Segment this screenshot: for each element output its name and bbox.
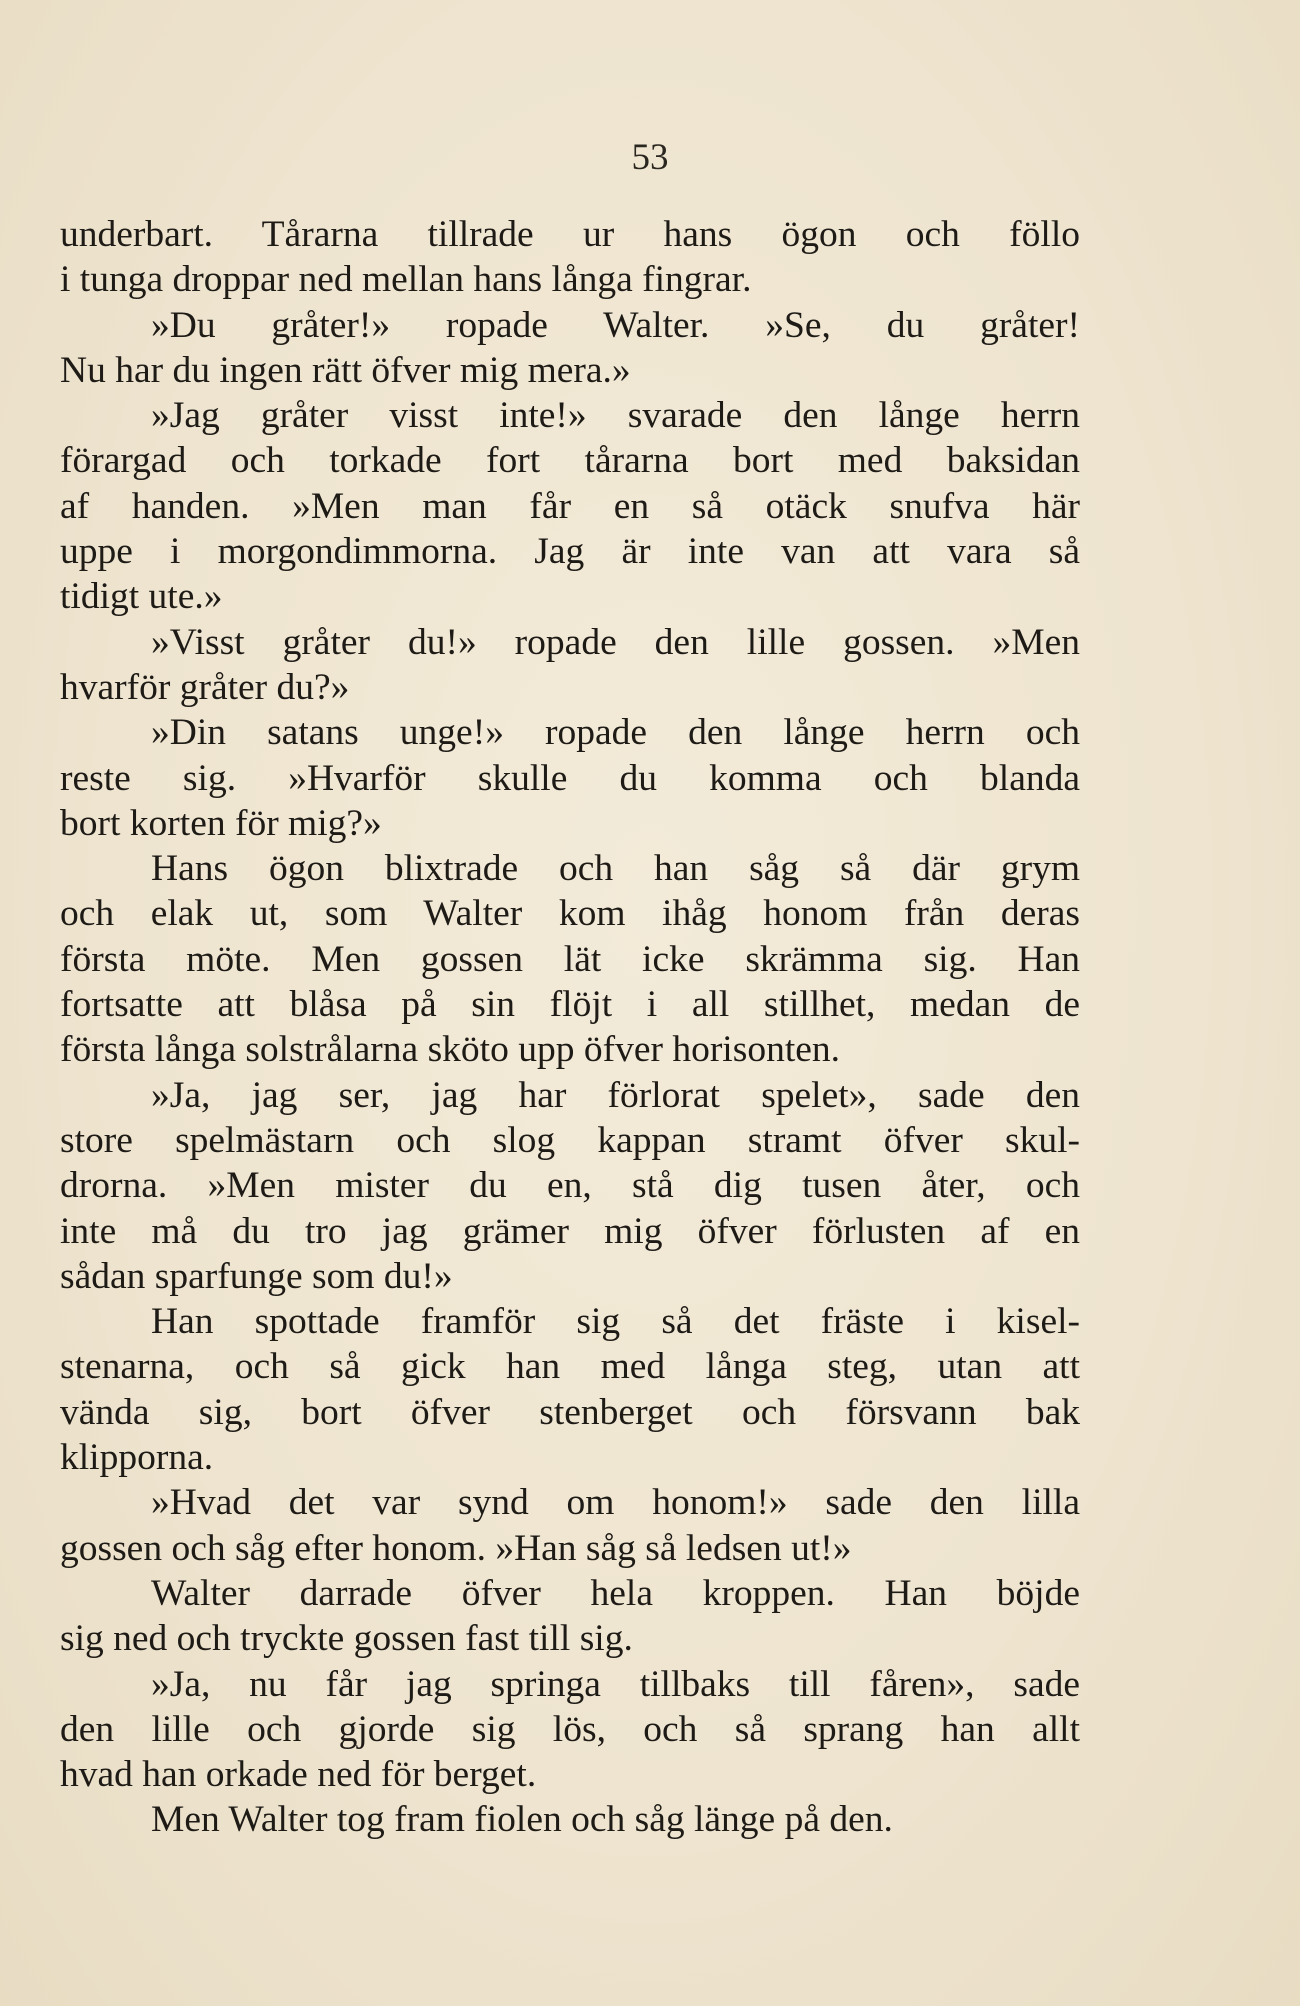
text-line: »Ja, nu får jag springa tillbaks till fåren», sade — [151, 1663, 1080, 1705]
text-line: Men Walter tog fram fiolen och såg länge på den. — [151, 1799, 893, 1841]
text-line: vända sig, bort öfver stenberget och försvann bak — [60, 1391, 1080, 1433]
text-line: drorna. »Men mister du en, stå dig tusen åter, och — [60, 1165, 1080, 1207]
text-line: i tunga droppar ned mellan hans långa fingrar. — [60, 259, 752, 301]
text-line: första långa solstrålarna sköto upp öfver horisonten. — [60, 1029, 841, 1071]
text-line: tidigt ute.» — [60, 576, 223, 618]
text-line: »Hvad det var synd om honom!» sade den lilla — [151, 1482, 1080, 1524]
text-line: Nu har du ingen rätt öfver mig mera.» — [60, 349, 631, 391]
text-line: »Ja, jag ser, jag har förlorat spelet», sade den — [151, 1074, 1080, 1116]
text-line: »Din satans unge!» ropade den långe herrn och — [151, 712, 1080, 754]
text-line: stenarna, och så gick han med långa steg, utan att — [60, 1346, 1080, 1388]
text-line: hvad han orkade ned för berget. — [60, 1754, 537, 1796]
text-line: Walter darrade öfver hela kroppen. Han böjde — [151, 1572, 1080, 1614]
text-line: uppe i morgondimmorna. Jag är inte van att vara så — [60, 531, 1080, 573]
text-line: sådan sparfunge som du!» — [60, 1255, 453, 1297]
text-line: första möte. Men gossen lät icke skrämma sig. Han — [60, 938, 1080, 980]
text-line: gossen och såg efter honom. »Han såg så ledsen ut!» — [60, 1527, 852, 1569]
text-line: underbart. Tårarna tillrade ur hans ögon och föllo — [60, 214, 1080, 255]
text-line: bort korten för mig?» — [60, 802, 382, 844]
text-line: den lille och gjorde sig lös, och så sprang han allt — [60, 1708, 1080, 1750]
text-line: »Visst gråter du!» ropade den lille gossen. »Men — [151, 621, 1080, 663]
text-line: förargad och torkade fort tårarna bort med baksidan — [60, 440, 1080, 482]
text-line: »Du gråter!» ropade Walter. »Se, du gråter! — [151, 304, 1080, 346]
text-line: fortsatte att blåsa på sin flöjt i all stillhet, medan de — [60, 984, 1080, 1026]
text-line: sig ned och tryckte gossen fast till sig. — [60, 1618, 633, 1660]
text-line: klipporna. — [60, 1437, 214, 1479]
text-line: store spelmästarn och slog kappan stramt öfver skul- — [60, 1119, 1080, 1161]
text-line: »Jag gråter visst inte!» svarade den långe herrn — [151, 395, 1080, 437]
text-line: hvarför gråter du?» — [60, 666, 350, 708]
page-number: 53 — [631, 137, 669, 178]
text-line: af handen. »Men man får en så otäck snufva här — [60, 485, 1080, 527]
text-line: inte må du tro jag grämer mig öfver förlusten af en — [60, 1210, 1080, 1252]
text-line: reste sig. »Hvarför skulle du komma och blanda — [60, 757, 1080, 799]
text-line: och elak ut, som Walter kom ihåg honom från deras — [60, 893, 1080, 935]
text-line: Han spottade framför sig så det fräste i kisel- — [151, 1301, 1080, 1343]
text-line: Hans ögon blixtrade och han såg så där grym — [151, 848, 1080, 890]
body-text — [60, 212, 1080, 1843]
